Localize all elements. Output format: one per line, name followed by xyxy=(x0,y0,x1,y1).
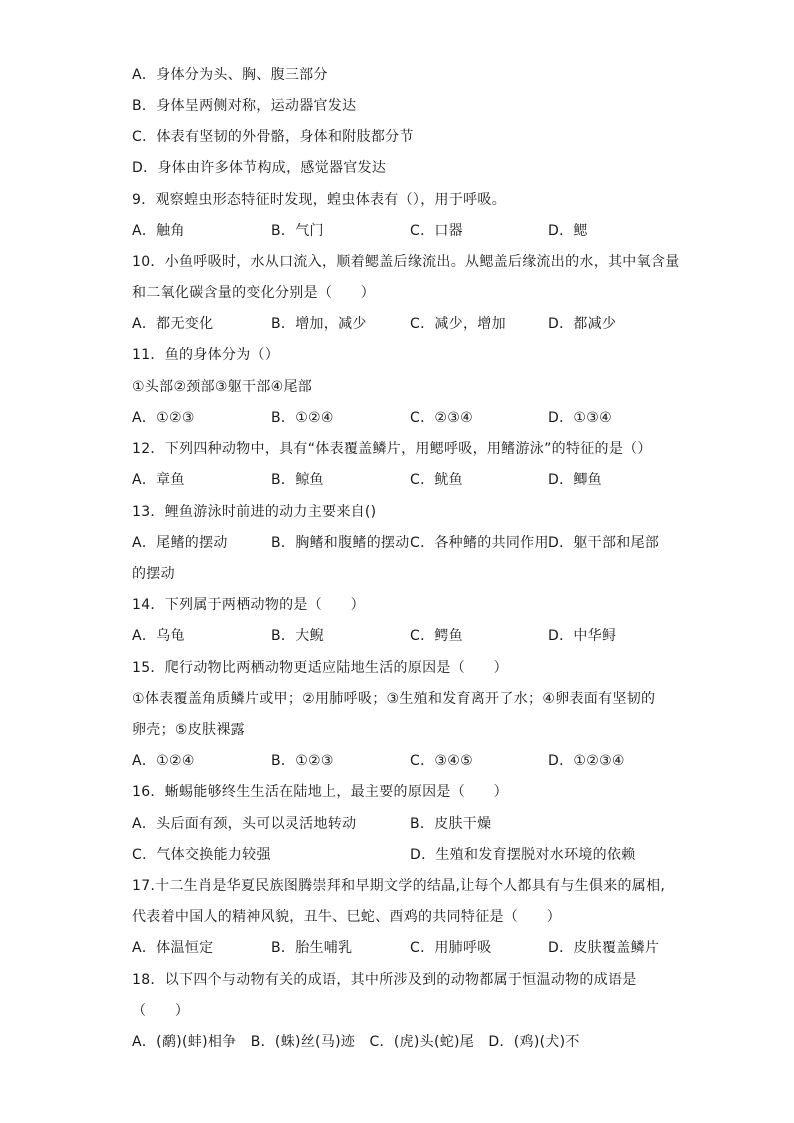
q12-option-a: A．章鱼 xyxy=(132,472,185,488)
q10-option-d: D．都减少 xyxy=(548,316,617,332)
q15-option-c: C．③④⑤ xyxy=(410,753,473,769)
q16-option-c: C．气体交换能力较强 xyxy=(132,847,271,863)
q11-option-c: C．②③④ xyxy=(410,410,473,426)
q17-stem-line1: 17.十二生肖是华夏民族图腾崇拜和早期文学的结晶,让每个人都具有与生俱来的属相, xyxy=(132,878,666,894)
q14-option-d: D．中华鲟 xyxy=(548,628,617,644)
q15-choices-line1: ①体表覆盖角质鳞片或甲；②用肺呼吸；③生殖和发育离开了水；④卵表面有坚韧的 xyxy=(132,691,656,707)
q9-option-b: B．气门 xyxy=(271,223,324,239)
q10-stem-line2: 和二氧化碳含量的变化分别是（ ） xyxy=(132,285,376,301)
q9-stem: 9．观察蝗虫形态特征时发现，蝗虫体表有（），用于呼吸。 xyxy=(132,192,507,208)
q16-option-b: B．皮肤干燥 xyxy=(410,816,492,832)
q15-choices-line2: 卵壳；⑤皮肤裸露 xyxy=(132,722,245,738)
q13-continuation: 的摆动 xyxy=(132,566,175,582)
q12-option-d: D．鲫鱼 xyxy=(548,472,602,488)
q17-option-b: B．胎生哺乳 xyxy=(271,940,353,956)
q15-stem: 15．爬行动物比两栖动物更适应陆地生活的原因是（ ） xyxy=(132,660,508,676)
q9-option-d: D．鳃 xyxy=(548,223,588,239)
q8-option-a: A．身体分为头、胸、腹三部分 xyxy=(132,67,328,83)
q17-stem-line2: 代表着中国人的精神风貌，丑牛、巳蛇、酉鸡的共同特征是（ ） xyxy=(132,909,561,925)
q17-option-c: C．用肺呼吸 xyxy=(410,940,492,956)
q11-stem: 11．鱼的身体分为（） xyxy=(132,347,280,363)
q8-option-b: B．身体呈两侧对称，运动器官发达 xyxy=(132,98,357,114)
q14-stem: 14．下列属于两栖动物的是（ ） xyxy=(132,597,365,613)
q14-option-a: A．乌龟 xyxy=(132,628,185,644)
q14-option-b: B．大鲵 xyxy=(271,628,324,644)
q9-option-c: C．口器 xyxy=(410,223,463,239)
q17-option-a: A．体温恒定 xyxy=(132,940,214,956)
q13-option-b: B．胸鳍和腹鳍的摆动 xyxy=(271,535,410,551)
q16-option-d: D．生殖和发育摆脱对水环境的依赖 xyxy=(410,847,636,863)
q8-option-d: D．身体由许多体节构成，感觉器官发达 xyxy=(132,160,387,176)
q11-option-d: D．①③④ xyxy=(548,410,612,426)
q9-option-a: A．触角 xyxy=(132,223,185,239)
q18-stem-line1: 18．以下四个与动物有关的成语，其中所涉及到的动物都属于恒温动物的成语是 xyxy=(132,972,637,988)
q10-option-b: B．增加，减少 xyxy=(271,316,367,332)
q16-option-a: A．头后面有颈，头可以灵活地转动 xyxy=(132,816,357,832)
q12-option-b: B．鲸鱼 xyxy=(271,472,324,488)
q13-stem: 13．鲤鱼游泳时前进的动力主要来自() xyxy=(132,504,377,520)
q8-option-c: C．体表有坚韧的外骨骼，身体和附肢都分节 xyxy=(132,129,414,145)
q12-option-c: C．鱿鱼 xyxy=(410,472,463,488)
q13-option-a: A．尾鳍的摆动 xyxy=(132,535,228,551)
q13-option-c: C．各种鳍的共同作用 xyxy=(410,535,549,551)
q18-options-line: A．(鹬)(蚌)相争 B．(蛛)丝(马)迹 C．(虎)头(蛇)尾 D．(鸡)(犬)不 xyxy=(132,1034,580,1050)
q10-option-c: C．减少，增加 xyxy=(410,316,506,332)
q14-option-c: C．鳄鱼 xyxy=(410,628,463,644)
q17-option-d: D．皮肤覆盖鳞片 xyxy=(548,940,660,956)
q13-option-d: D．躯干部和尾部 xyxy=(548,535,660,551)
q12-stem: 12．下列四种动物中，具有“体表覆盖鳞片，用鳃呼吸，用鳍游泳”的特征的是（） xyxy=(132,441,652,457)
q15-option-d: D．①②③④ xyxy=(548,753,625,769)
q16-stem: 16．蜥蜴能够终生生活在陆地上，最主要的原因是（ ） xyxy=(132,784,508,800)
q18-stem-line2: （ ） xyxy=(132,1003,190,1019)
q15-option-b: B．①②③ xyxy=(271,753,334,769)
q10-stem-line1: 10．小鱼呼吸时，水从口流入，顺着鳃盖后缘流出。从鳃盖后缘流出的水，其中氧含量 xyxy=(132,254,680,270)
q10-option-a: A．都无变化 xyxy=(132,316,214,332)
q15-option-a: A．①②④ xyxy=(132,753,195,769)
q11-option-a: A．①②③ xyxy=(132,410,195,426)
q11-option-b: B．①②④ xyxy=(271,410,334,426)
q11-choices: ①头部②颈部③躯干部④尾部 xyxy=(132,379,313,395)
